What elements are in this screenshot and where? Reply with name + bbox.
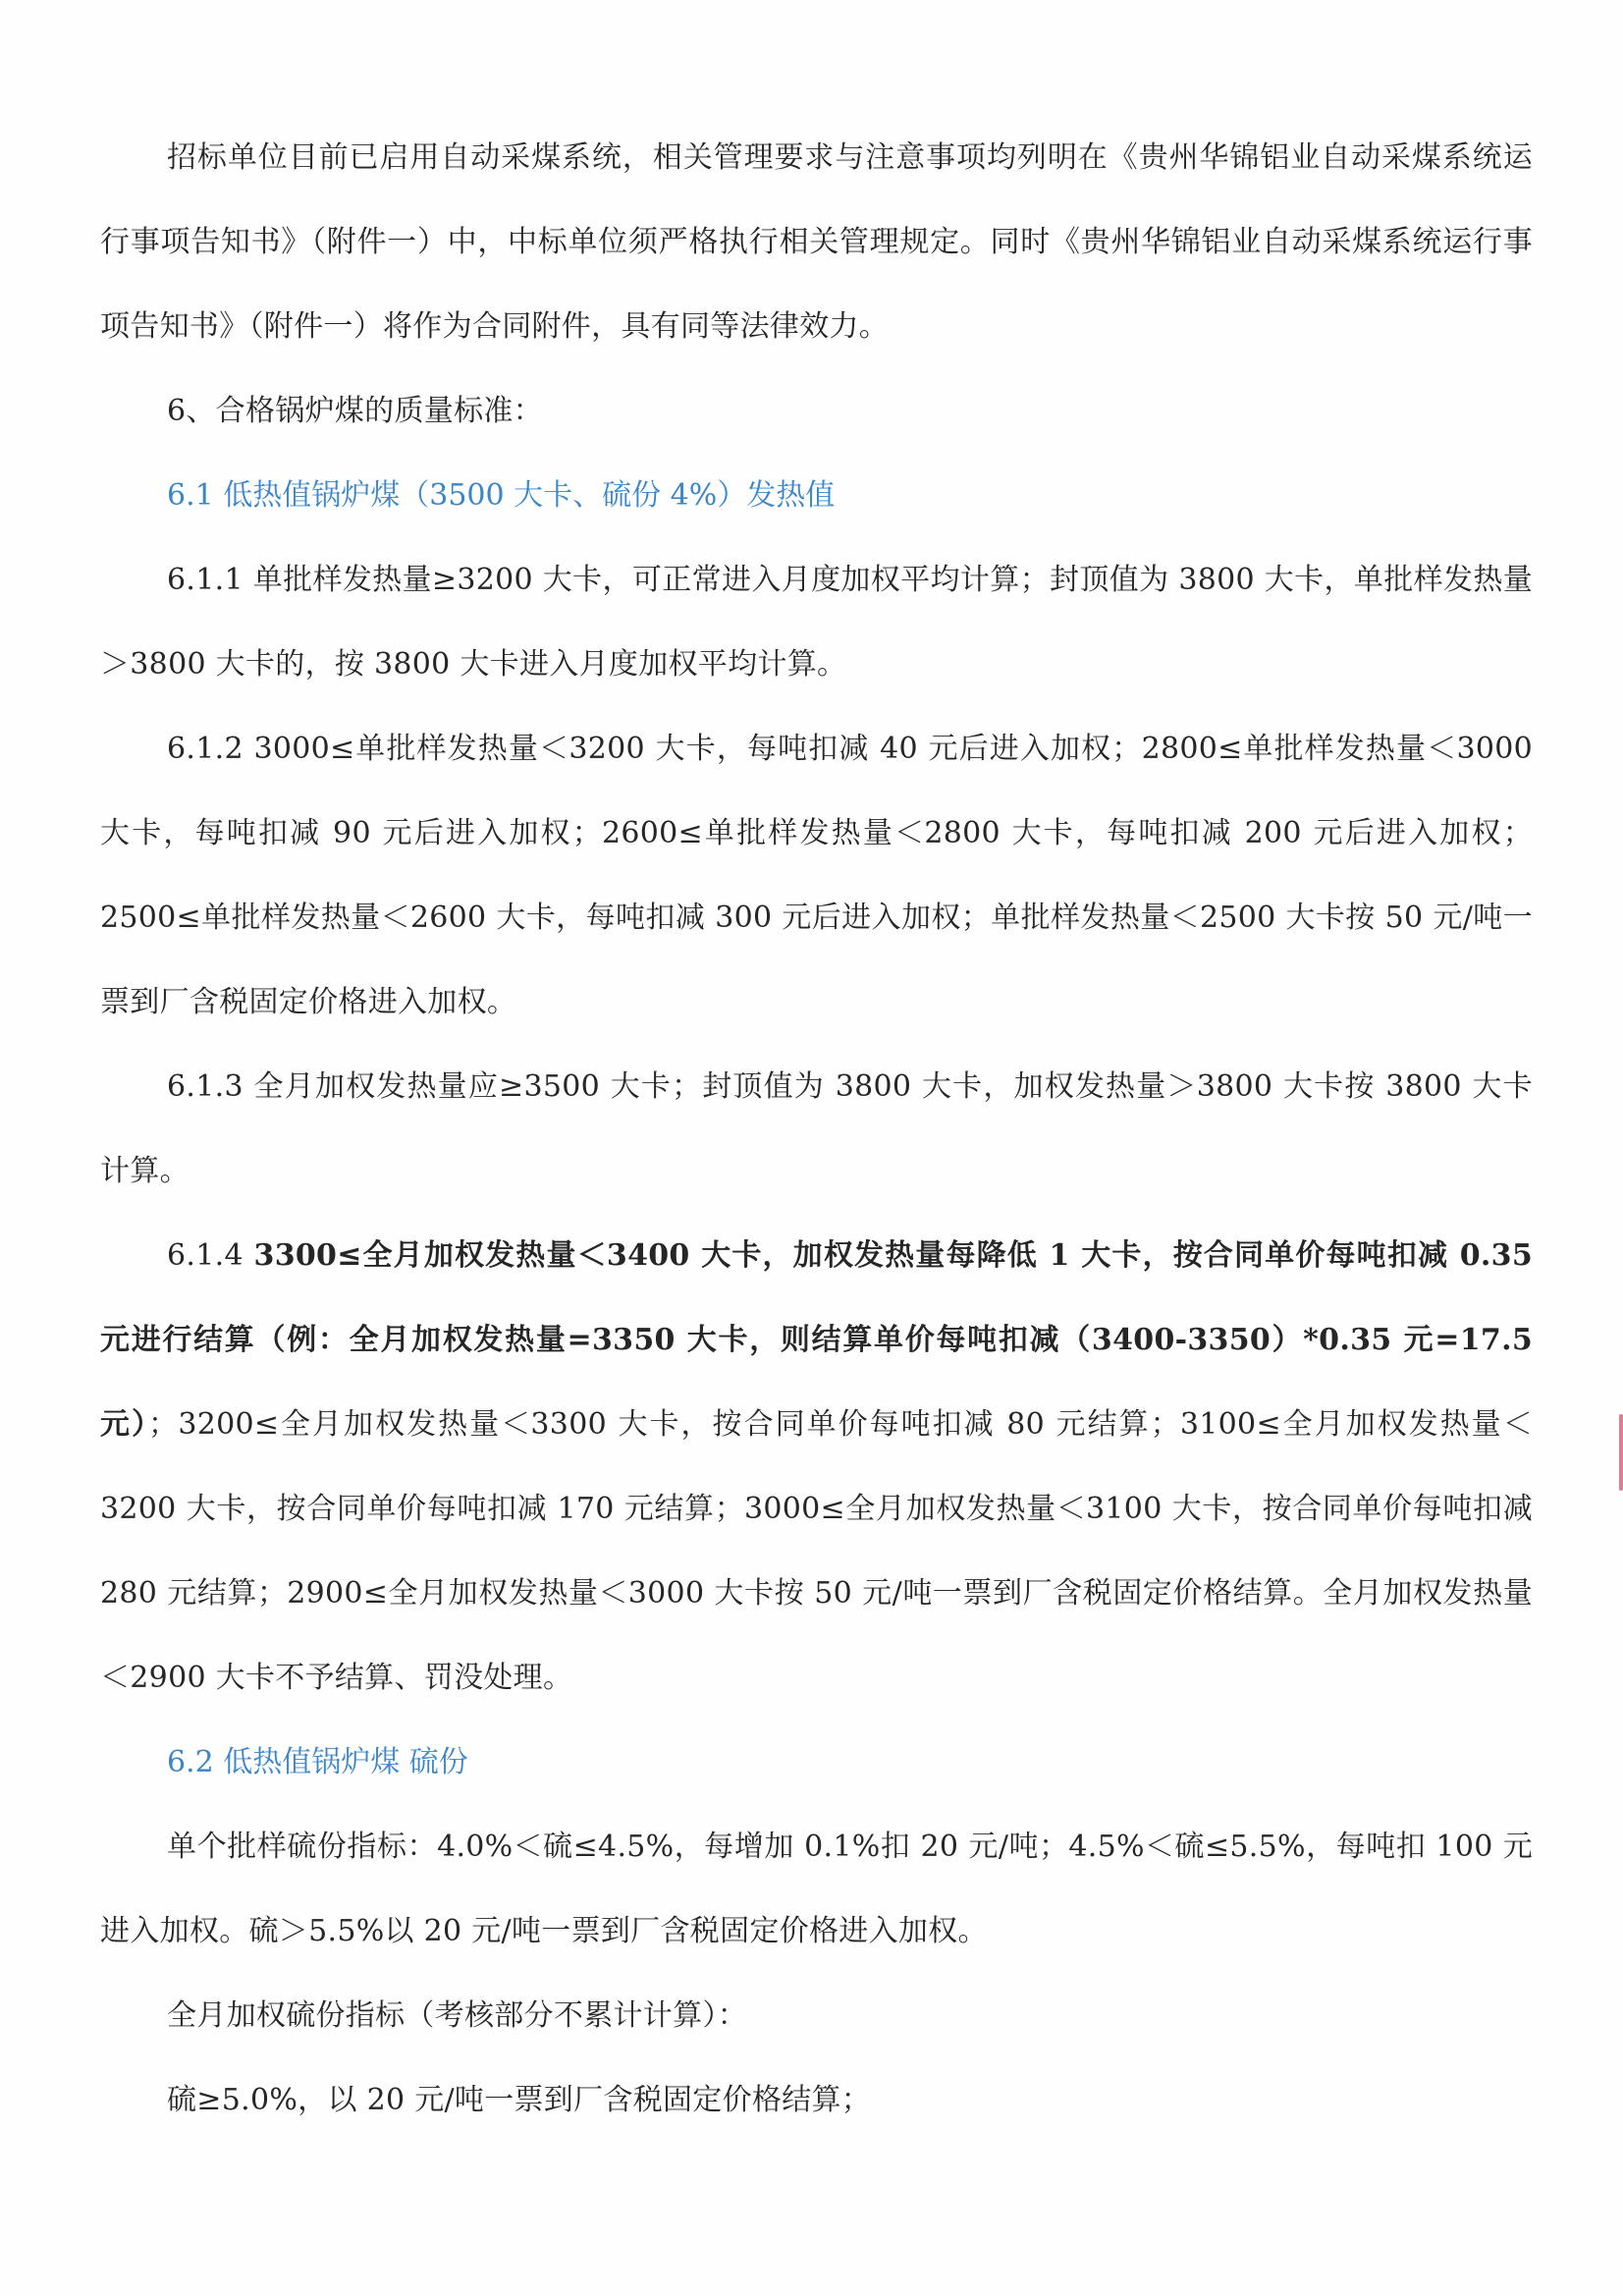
section-heading-6-1: 6.1 低热值锅炉煤（3500 大卡、硫份 4%）发热值 [167,478,836,513]
paragraph-auto-sampling: 招标单位目前已启用自动采煤系统，相关管理要求与注意事项均列明在《贵州华锦铝业自动采煤系统运行事项告知书》（附件一）中，中标单位须严格执行相关管理规定。同时《贵州华锦铝业自动采煤系统运行事项告知书》（附件一）将作为合同附件，具有同等法律效力。 [100,140,1533,344]
paragraph-monthly-sulfur-rule: 硫≥5.0%，以 20 元/吨一票到厂含税固定价格结算； [167,2083,872,2117]
paragraph-6-1-3: 6.1.3 全月加权发热量应≥3500 大卡；封顶值为 3800 大卡，加权发热量＞3800 大卡按 3800 大卡计算。 [100,1069,1533,1188]
paragraph-6-1-4-number: 6.1.4 [167,1238,254,1273]
paragraph-6-1-1: 6.1.1 单批样发热量≥3200 大卡，可正常进入月度加权平均计算；封顶值为 3800 大卡，单批样发热量＞3800 大卡的，按 3800 大卡进入月度加权平均计算。 [100,563,1533,682]
paragraph-6-1-4-rest: ；3200≤全月加权发热量＜3300 大卡，按合同单价每吨扣减 80 元结算；3100≤全月加权发热量＜3200 大卡，按合同单价每吨扣减 170 元结算；3000≤全月加权发热量＜3100 大卡，按合同单价每吨扣减 280 元结算；2900≤全月加权发热量＜3000 大卡按 50 元/吨一票到厂含税固定价格结算。全月加权发热量＜2900 大卡不予结算、罚没处理。 [100,1407,1533,1695]
paragraph-single-batch-sulfur: 单个批样硫份指标：4.0%＜硫≤4.5%，每增加 0.1%扣 20 元/吨；4.5%＜硫≤5.5%，每吨扣 100 元进入加权。硫＞5.5%以 20 元/吨一票到厂含税固定价格进入加权。 [100,1830,1533,1948]
paragraph-monthly-sulfur-title: 全月加权硫份指标（考核部分不累计计算）： [167,1998,747,2033]
paragraph-6-1-4 [100,1214,1533,1721]
paragraph-quality-standard: 6、合格锅炉煤的质量标准： [167,394,543,428]
paragraph-6-1-2: 6.1.2 3000≤单批样发热量＜3200 大卡，每吨扣减 40 元后进入加权；2800≤单批样发热量＜3000 大卡，每吨扣减 90 元后进入加权；2600≤单批样发热量＜2800 大卡，每吨扣减 200 元后进入加权；2500≤单批样发热量＜2600 大卡，每吨扣减 300 元后进入加权；单批样发热量＜2500 大卡按 50 元/吨一票到厂含税固定价格进入加权。 [100,732,1533,1019]
section-heading-6-2: 6.2 低热值锅炉煤 硫份 [167,1745,468,1779]
paragraph-6-1-4-bold: 3300≤全月加权发热量＜3400 大卡，加权发热量每降低 1 大卡，按合同单价每吨扣减 0.35 元进行结算（例：全月加权发热量=3350 大卡，则结算单价每吨扣减（3400-3350）*0.35 元=17.5 元） [100,1238,1534,1442]
edge-mark [1619,1414,1623,1491]
